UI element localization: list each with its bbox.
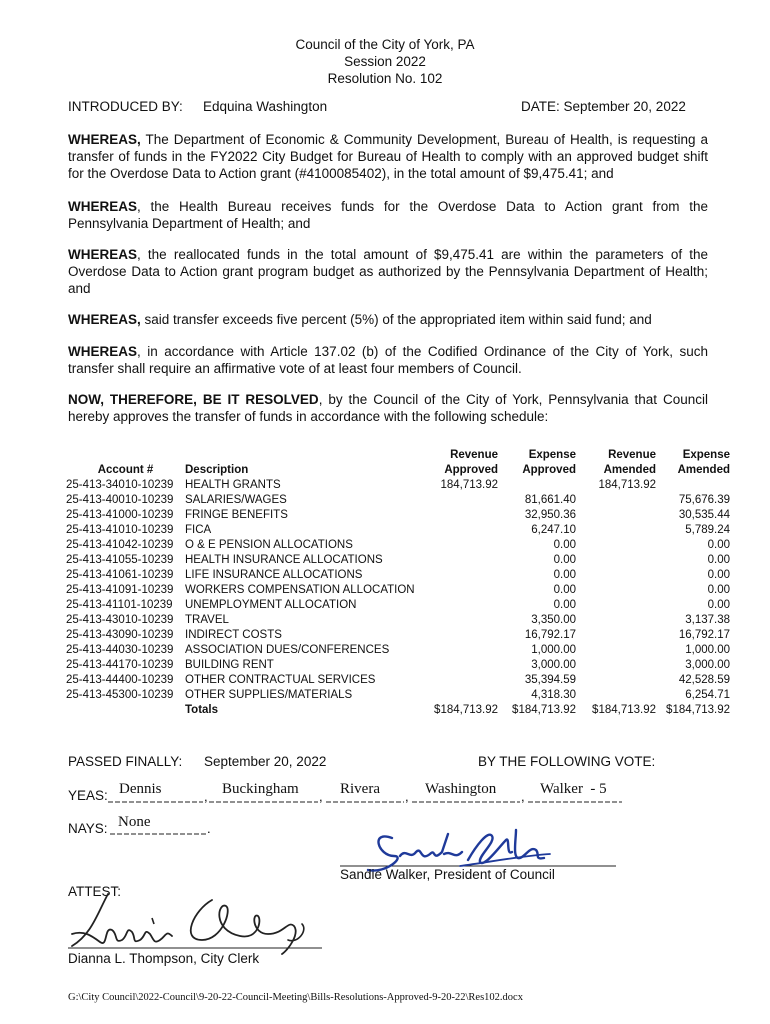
row-expense-amended: 1,000.00 xyxy=(685,644,730,656)
row-revenue-amended xyxy=(576,553,656,568)
transfer-schedule-table xyxy=(66,448,730,718)
row-revenue-approved: 184,713.92 xyxy=(440,479,498,491)
paragraph-lead: WHEREAS, xyxy=(68,312,141,327)
table-row xyxy=(66,598,730,613)
paragraph-lead: WHEREAS xyxy=(68,344,138,359)
row-revenue-approved xyxy=(431,628,498,643)
row-description: FRINGE BENEFITS xyxy=(185,509,288,521)
total-expense-approved: $184,713.92 xyxy=(512,704,576,716)
row-account: 25-413-41101-10239 xyxy=(66,599,173,611)
row-revenue-approved xyxy=(431,523,498,538)
col-expense-amended-line2: Amended xyxy=(677,464,730,476)
row-account: 25-413-40010-10239 xyxy=(66,494,174,506)
col-revenue-amended-line2: Amended xyxy=(603,464,656,476)
paragraph-lead: WHEREAS xyxy=(68,247,138,262)
row-expense-amended: 30,535.44 xyxy=(678,509,730,521)
table-row xyxy=(66,643,730,658)
paragraph-text: , the Health Bureau receives funds for the Overdose Data to Action grant from the Pennsylvania Department of Health; and xyxy=(68,199,708,231)
clerk-name: Dianna L. Thompson, City Clerk xyxy=(68,951,260,966)
row-description: BUILDING RENT xyxy=(185,659,274,671)
row-account: 25-413-43010-10239 xyxy=(66,614,174,626)
row-description: O & E PENSION ALLOCATIONS xyxy=(185,539,353,551)
row-revenue-amended xyxy=(576,643,656,658)
resolution-date: DATE: September 20, 2022 xyxy=(521,99,686,114)
row-revenue-amended xyxy=(576,688,656,703)
paragraph-text: , by the Council of the City of York, Pennsylvania that Council hereby approves the transfer of funds in accordance with the following schedule: xyxy=(68,392,708,424)
col-expense-approved-line1: Expense xyxy=(528,449,576,461)
clerk-signature xyxy=(62,890,332,958)
paragraph-text: , the reallocated funds in the total amount of $9,475.41 are within the parameters of the Overdose Data to Action grant program budget as authorized by the Pennsylvania Department of Health; and xyxy=(68,247,708,296)
paragraph-text: said transfer exceeds five percent (5%) of the appropriated item within said fund; and xyxy=(140,312,652,327)
row-account: 25-413-41091-10239 xyxy=(66,584,174,596)
vote-label: BY THE FOLLOWING VOTE: xyxy=(478,754,656,769)
nays-value: None xyxy=(118,814,151,830)
row-expense-amended: 0.00 xyxy=(707,569,730,581)
whereas-paragraph-4 xyxy=(68,311,708,328)
row-expense-amended xyxy=(656,478,730,493)
row-account: 25-413-44170-10239 xyxy=(66,659,174,671)
row-revenue-amended xyxy=(576,538,656,553)
table-row xyxy=(66,493,730,508)
row-description: OTHER SUPPLIES/MATERIALS xyxy=(185,689,353,701)
total-revenue-amended: $184,713.92 xyxy=(592,704,656,716)
row-expense-approved: 0.00 xyxy=(553,554,576,566)
row-expense-amended: 16,792.17 xyxy=(678,629,730,641)
row-revenue-approved xyxy=(431,538,498,553)
schedule-header-row xyxy=(66,448,730,463)
passed-finally-label: PASSED FINALLY: xyxy=(68,754,183,769)
yea-vote-walker: Walker - 5 xyxy=(540,781,607,797)
paragraph-lead: WHEREAS, xyxy=(68,132,141,147)
row-account: 25-413-34010-10239 xyxy=(66,479,174,491)
row-expense-approved: 0.00 xyxy=(553,569,576,581)
table-row xyxy=(66,613,730,628)
row-expense-approved: 6,247.10 xyxy=(531,524,576,536)
row-description: UNEMPLOYMENT ALLOCATION xyxy=(185,599,357,611)
row-expense-amended: 0.00 xyxy=(707,599,730,611)
col-expense-amended-line1: Expense xyxy=(682,449,730,461)
row-description: FICA xyxy=(185,524,212,536)
yea-vote-buckingham: Buckingham xyxy=(222,781,299,797)
row-revenue-approved xyxy=(431,688,498,703)
row-revenue-approved xyxy=(431,673,498,688)
row-expense-amended: 3,137.38 xyxy=(685,614,730,626)
row-description: HEALTH INSURANCE ALLOCATIONS xyxy=(185,554,383,566)
row-description: WORKERS COMPENSATION ALLOCATION xyxy=(185,584,415,596)
row-revenue-approved xyxy=(431,613,498,628)
introduced-by-name: Edquina Washington xyxy=(203,99,328,114)
council-title: Council of the City of York, PA xyxy=(295,37,475,52)
totals-label: Totals xyxy=(185,704,219,716)
whereas-paragraph-1 xyxy=(68,131,708,182)
yeas-label: YEAS: xyxy=(68,788,108,803)
table-row xyxy=(66,658,730,673)
col-revenue-approved-line2: Approved xyxy=(444,464,498,476)
table-row xyxy=(66,688,730,703)
col-expense-approved-line2: Approved xyxy=(522,464,576,476)
col-description: Description xyxy=(185,464,249,476)
row-revenue-amended xyxy=(576,628,656,643)
row-account: 25-413-43090-10239 xyxy=(66,629,174,641)
row-revenue-amended xyxy=(576,508,656,523)
row-revenue-amended xyxy=(576,568,656,583)
schedule-body xyxy=(66,478,730,703)
table-row xyxy=(66,568,730,583)
row-expense-amended: 42,528.59 xyxy=(678,674,730,686)
table-row xyxy=(66,538,730,553)
paragraph-text: , in accordance with Article 137.02 (b) of the Codified Ordinance of the City of York, such transfer shall require an affirmative vote of at least four members of Council. xyxy=(68,344,708,376)
row-account: 25-413-44400-10239 xyxy=(66,674,174,686)
row-revenue-approved xyxy=(431,508,498,523)
passed-date: September 20, 2022 xyxy=(204,754,327,769)
row-expense-amended: 75,676.39 xyxy=(678,494,730,506)
col-revenue-amended-line1: Revenue xyxy=(608,449,656,461)
president-name: Sandie Walker, President of Council xyxy=(340,867,555,882)
table-row xyxy=(66,673,730,688)
paragraph-text: The Department of Economic & Community Development, Bureau of Health, is requesting a transfer of funds in the FY2022 City Budget for Bureau of Health to comply with an approved budget shift for the Overdose Data to Action grant (#4100085402), in the total amount of $9,475.41; and xyxy=(68,132,708,181)
row-revenue-amended xyxy=(576,673,656,688)
table-row xyxy=(66,478,730,493)
row-expense-approved xyxy=(498,478,576,493)
row-account: 25-413-41061-10239 xyxy=(66,569,174,581)
whereas-paragraph-3 xyxy=(68,246,708,297)
col-revenue-approved-line1: Revenue xyxy=(450,449,498,461)
row-revenue-approved xyxy=(431,598,498,613)
row-expense-amended: 5,789.24 xyxy=(685,524,730,536)
table-row xyxy=(66,553,730,568)
row-expense-approved: 35,394.59 xyxy=(524,674,576,686)
row-expense-amended: 6,254.71 xyxy=(685,689,730,701)
row-account: 25-413-45300-10239 xyxy=(66,689,174,701)
row-revenue-amended xyxy=(576,493,656,508)
row-revenue-approved xyxy=(431,643,498,658)
yea-vote-dennis: Dennis xyxy=(119,781,162,797)
row-account: 25-413-41055-10239 xyxy=(66,554,174,566)
paragraph-lead: NOW, THEREFORE, BE IT RESOLVED xyxy=(68,392,319,407)
introduced-by-label: INTRODUCED BY: xyxy=(68,99,183,114)
row-revenue-amended: 184,713.92 xyxy=(598,479,656,491)
row-revenue-approved xyxy=(431,658,498,673)
row-expense-approved: 16,792.17 xyxy=(524,629,576,641)
row-account: 25-413-41010-10239 xyxy=(66,524,174,536)
col-account: Account # xyxy=(97,464,154,476)
row-description: HEALTH GRANTS xyxy=(185,479,281,491)
resolution-number: Resolution No. 102 xyxy=(327,71,443,86)
svg-text:,: , xyxy=(204,789,208,804)
row-expense-approved: 3,350.00 xyxy=(531,614,576,626)
session-title: Session 2022 xyxy=(344,54,426,69)
yea-vote-washington: Washington xyxy=(425,781,497,797)
row-description: TRAVEL xyxy=(185,614,229,626)
total-revenue-approved: $184,713.92 xyxy=(434,704,498,716)
resolved-paragraph xyxy=(68,391,708,425)
row-revenue-amended xyxy=(576,658,656,673)
row-description: ASSOCIATION DUES/CONFERENCES xyxy=(185,644,390,656)
row-revenue-approved xyxy=(431,568,498,583)
nays-label: NAYS: xyxy=(68,821,108,836)
svg-text:.: . xyxy=(207,821,211,836)
row-account: 25-413-41000-10239 xyxy=(66,509,174,521)
schedule-header-row xyxy=(66,463,730,478)
row-expense-approved: 0.00 xyxy=(553,599,576,611)
row-account: 25-413-44030-10239 xyxy=(66,644,174,656)
row-expense-amended: 0.00 xyxy=(707,584,730,596)
row-expense-approved: 4,318.30 xyxy=(531,689,576,701)
table-row xyxy=(66,628,730,643)
row-expense-amended: 0.00 xyxy=(707,554,730,566)
row-revenue-amended xyxy=(576,523,656,538)
total-expense-amended: $184,713.92 xyxy=(666,704,730,716)
row-description: INDIRECT COSTS xyxy=(185,629,282,641)
row-revenue-approved xyxy=(431,493,498,508)
whereas-paragraph-2 xyxy=(68,198,708,232)
svg-text:,: , xyxy=(521,789,525,804)
whereas-paragraph-5 xyxy=(68,343,708,377)
row-revenue-approved xyxy=(431,583,498,598)
yea-vote-rivera: Rivera xyxy=(340,781,380,797)
paragraph-lead: WHEREAS xyxy=(68,199,138,214)
svg-text:,: , xyxy=(319,789,323,804)
row-revenue-amended xyxy=(576,598,656,613)
row-description: SALARIES/WAGES xyxy=(185,494,287,506)
row-description: OTHER CONTRACTUAL SERVICES xyxy=(185,674,376,686)
row-expense-amended: 0.00 xyxy=(707,539,730,551)
row-revenue-approved xyxy=(431,553,498,568)
row-expense-approved: 0.00 xyxy=(553,539,576,551)
row-expense-approved: 81,661.40 xyxy=(524,494,576,506)
row-account: 25-413-41042-10239 xyxy=(66,539,174,551)
attest-label: ATTEST: xyxy=(68,884,122,899)
row-expense-approved: 3,000.00 xyxy=(531,659,576,671)
row-expense-approved: 32,950.36 xyxy=(524,509,576,521)
row-expense-amended: 3,000.00 xyxy=(685,659,730,671)
schedule-totals-row xyxy=(66,703,730,718)
row-description: LIFE INSURANCE ALLOCATIONS xyxy=(185,569,363,581)
table-row xyxy=(66,508,730,523)
table-row xyxy=(66,523,730,538)
row-revenue-amended xyxy=(576,613,656,628)
svg-text:,: , xyxy=(405,789,409,804)
row-expense-approved: 0.00 xyxy=(553,584,576,596)
row-revenue-amended xyxy=(576,583,656,598)
table-row xyxy=(66,583,730,598)
file-path-footer: G:\City Council\2022-Council\9-20-22-Council-Meeting\Bills-Resolutions-Approved-9-20-22\Res102.docx xyxy=(68,992,523,1003)
row-expense-approved: 1,000.00 xyxy=(531,644,576,656)
